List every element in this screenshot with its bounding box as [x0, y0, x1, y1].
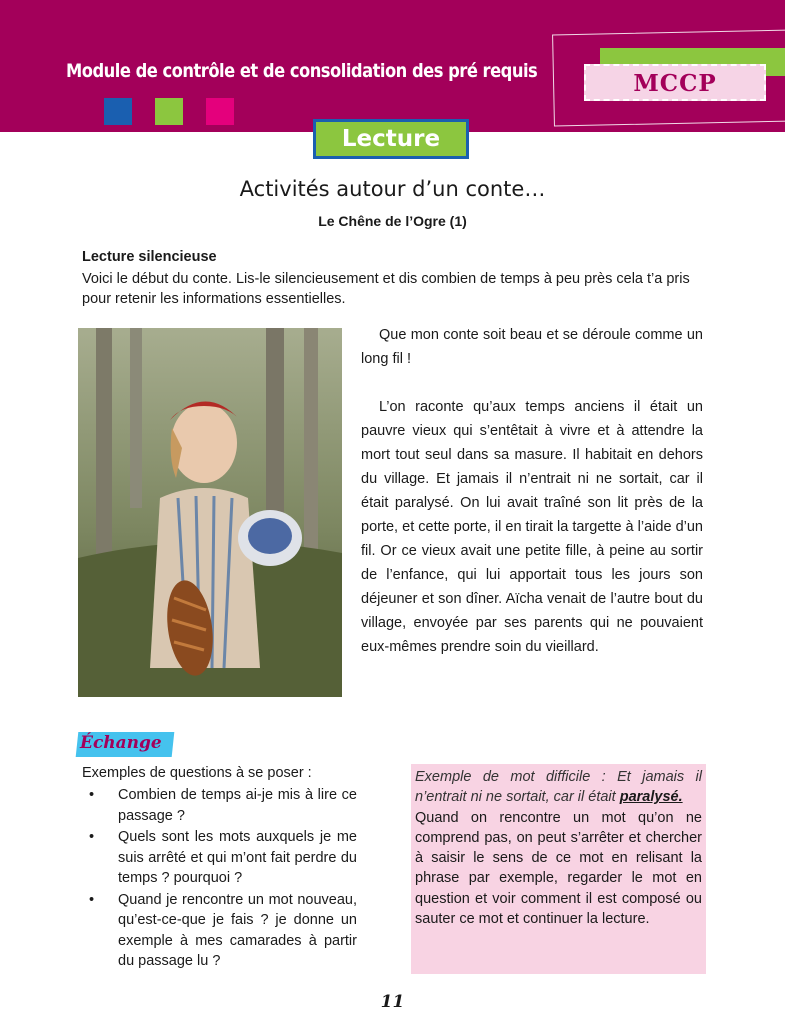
painting-girl-red-cap — [78, 328, 342, 697]
question-text: Quand je rencontre un mot nouveau, qu’est-ce-que je fais ? je donne un exemple à mes camarades à partir du passage lu ? — [118, 891, 357, 969]
tip-box — [411, 764, 706, 974]
page-title: Activités autour d’un conte… — [239, 177, 546, 201]
green-square — [155, 98, 183, 125]
questions-intro: Exemples de questions à se poser : — [82, 765, 312, 781]
story-text — [361, 323, 703, 659]
bullet-icon: • — [89, 829, 95, 845]
question-text: Combien de temps ai-je mis à lire ce passage ? — [118, 787, 357, 824]
list-item — [82, 890, 357, 972]
pink-square — [206, 98, 234, 125]
questions-list — [82, 785, 357, 973]
tip-word: paralysé. — [619, 789, 683, 806]
painting-illustration — [78, 328, 342, 697]
tip-example: Exemple de mot difficile : Et jamais il n’entrait ni ne sortait, car il était — [415, 769, 702, 806]
question-text: Quels sont les mots auxquels je me suis arrêté et qui m’ont fait perdre du temps ? pourquoi ? — [118, 829, 357, 886]
silent-reading-instructions: Voici le début du conte. Lis-le silencieusement et dis combien de temps à peu près cela t’a pris pour retenir les informations essentielles. — [82, 271, 690, 307]
section-tab-lecture: Lecture — [313, 119, 469, 159]
story-paragraph: L’on raconte qu’aux temps anciens il était un pauvre vieux qui s’entêtait à vivre et à attendre la mort tout seul dans sa masure. Il habitait en dehors du village. Et jamais il n’entrait ni ne sortait, car il était paralysé. On lui avait traîné son lit près de la porte, et cette porte, il en tirait la targette à l’aide d’un fil. Or ce vieux avait une petite fille, à peine au sortir de l’enfance, qui lui apportait tous les jours son déjeuner et son dîner. Aïcha venait de l’autre bout du village, envoyée par ses parents qui ne pouvaient eux-mêmes prendre soin du vieillard. — [361, 399, 703, 655]
mccp-badge: MCCP — [584, 64, 766, 101]
echange-label: Échange — [80, 733, 162, 753]
blue-square — [104, 98, 132, 125]
page-number: 11 — [380, 992, 405, 1012]
list-item — [82, 827, 357, 889]
silent-reading-heading: Lecture silencieuse — [82, 249, 217, 265]
module-title: Module de contrôle et de consolidation des pré requis — [66, 60, 538, 82]
list-item — [82, 785, 357, 826]
bullet-icon: • — [89, 787, 95, 803]
story-paragraph: Que mon conte soit beau et se déroule comme un long fil ! — [361, 327, 703, 367]
tip-text: Quand on rencontre un mot qu’on ne comprend pas, on peut s’arrêter et chercher à saisir le sens de ce mot en relisant la phrase par exemple, regarder le mot en question et voir comment il est composé ou sauter ce mot et continuer la lecture. — [415, 809, 702, 928]
bullet-icon: • — [89, 891, 95, 908]
story-title: Le Chêne de l’Ogre (1) — [318, 213, 467, 229]
